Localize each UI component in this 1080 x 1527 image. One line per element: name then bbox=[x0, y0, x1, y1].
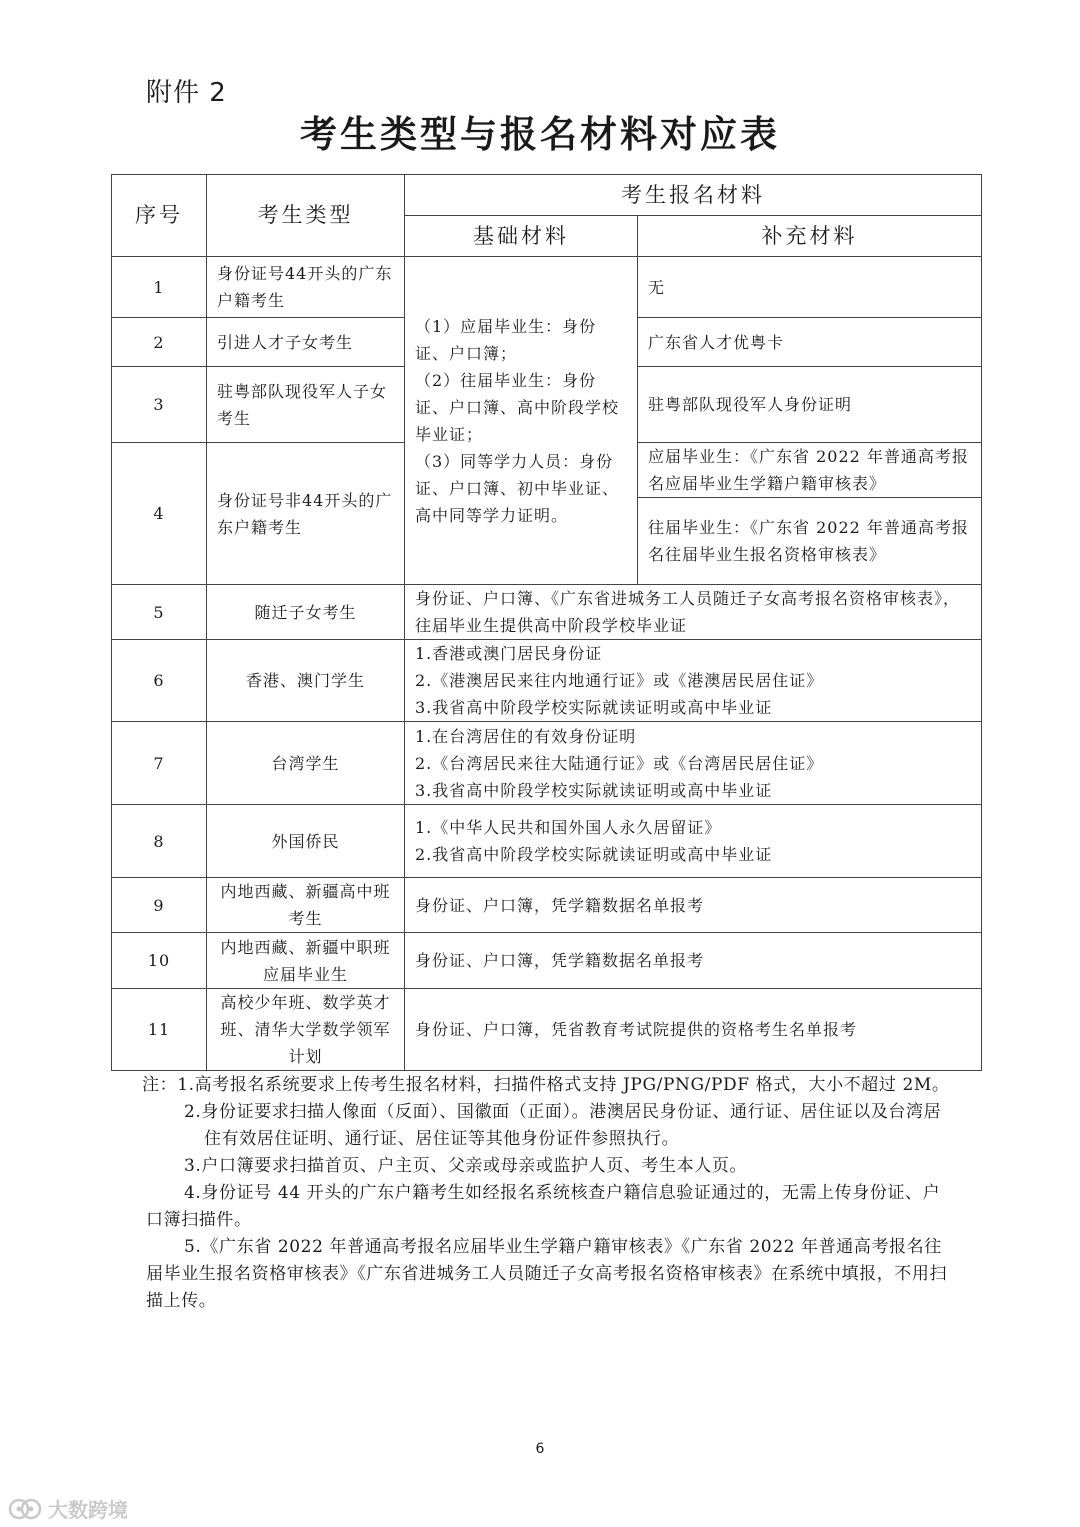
material-item: 3.我省高中阶段学校实际就读证明或高中毕业证 bbox=[415, 780, 773, 800]
watermark bbox=[8, 1494, 128, 1523]
row-materials bbox=[405, 640, 982, 722]
row-number: 11 bbox=[112, 989, 207, 1071]
table-row bbox=[112, 722, 982, 805]
header-seq: 序号 bbox=[112, 175, 207, 257]
row-number: 10 bbox=[112, 933, 207, 989]
basic-item: （1）应届毕业生：身份证、户口簿； bbox=[415, 316, 597, 363]
row-materials: 身份证、户口簿，凭省教育考试院提供的资格考生名单报考 bbox=[405, 989, 982, 1071]
attachment-label: 附件 2 bbox=[146, 78, 227, 108]
table-row bbox=[112, 878, 982, 933]
row-type: 高校少年班、数学英才班、清华大学数学领军计划 bbox=[207, 989, 405, 1071]
row-type: 随迁子女考生 bbox=[207, 585, 405, 640]
brand-logo-icon bbox=[8, 1497, 44, 1521]
row-number: 1 bbox=[112, 257, 207, 318]
material-item: 1.在台湾居住的有效身份证明 bbox=[415, 726, 637, 746]
row-type: 台湾学生 bbox=[207, 722, 405, 805]
row-materials bbox=[405, 722, 982, 805]
header-supplementary: 补充材料 bbox=[638, 216, 982, 257]
basic-item: （2）往届毕业生：身份证、户口簿、高中阶段学校毕业证； bbox=[415, 370, 620, 444]
basic-materials-shared bbox=[405, 257, 638, 585]
notes-section bbox=[142, 1072, 952, 1315]
row-number: 8 bbox=[112, 805, 207, 878]
row-number: 9 bbox=[112, 878, 207, 933]
basic-item: （3）同等学力人员：身份证、户口簿、初中毕业证、高中同等学力证明。 bbox=[415, 451, 620, 525]
header-basic: 基础材料 bbox=[405, 216, 638, 257]
table-row bbox=[112, 933, 982, 989]
row-supplementary-previous: 往届毕业生：《广东省 2022 年普通高考报名往届毕业生报名资格审核表》 bbox=[638, 498, 982, 585]
row-supplementary: 广东省人才优粤卡 bbox=[638, 318, 982, 367]
row-type: 外国侨民 bbox=[207, 805, 405, 878]
note-1: 注：1.高考报名系统要求上传考生报名材料，扫描件格式支持 JPG/PNG/PDF 格式，大小不超过 2M。 bbox=[142, 1075, 950, 1095]
note-5: 5.《广东省 2022 年普通高考报名应届毕业生学籍户籍审核表》《广东省 2022 年普通高考报名往届毕业生报名资格审核表》《广东省进城务工人员随迁子女高考报名资格审核表》在系统中填报，不用扫描上传。 bbox=[146, 1237, 948, 1311]
row-materials: 身份证、户口簿、《广东省进城务工人员随迁子女高考报名资格审核表》，往届毕业生提供高中阶段学校毕业证 bbox=[405, 585, 982, 640]
material-item: 3.我省高中阶段学校实际就读证明或高中毕业证 bbox=[415, 698, 773, 717]
row-number: 4 bbox=[112, 443, 207, 585]
note-4: 4.身份证号 44 开头的广东户籍考生如经报名系统核查户籍信息验证通过的，无需上传身份证、户口簿扫描件。 bbox=[146, 1183, 941, 1230]
row-type: 内地西藏、新疆中职班应届毕业生 bbox=[207, 933, 405, 989]
material-item: 2.我省高中阶段学校实际就读证明或高中毕业证 bbox=[415, 845, 773, 864]
table-row bbox=[112, 640, 982, 722]
header-type: 考生类型 bbox=[207, 175, 405, 257]
page-number: 6 bbox=[535, 1441, 545, 1457]
row-type: 驻粤部队现役军人子女考生 bbox=[207, 367, 405, 443]
row-number: 7 bbox=[112, 722, 207, 805]
row-supplementary: 无 bbox=[638, 257, 982, 318]
row-supplementary-current: 应届毕业生：《广东省 2022 年普通高考报名应届毕业生学籍户籍审核表》 bbox=[638, 443, 982, 498]
note-3: 3.户口簿要求扫描首页、户主页、父亲或母亲或监护人页、考生本人页。 bbox=[184, 1156, 748, 1176]
row-materials: 身份证、户口簿，凭学籍数据名单报考 bbox=[405, 933, 982, 989]
row-number: 6 bbox=[112, 640, 207, 722]
row-type: 香港、澳门学生 bbox=[207, 640, 405, 722]
document-title: 考生类型与报名材料对应表 bbox=[300, 112, 780, 156]
material-item: 1.香港或澳门居民身份证 bbox=[415, 644, 603, 663]
table-row bbox=[112, 805, 982, 878]
material-item: 1.《中华人民共和国外国人永久居留证》 bbox=[415, 818, 722, 837]
table-row bbox=[112, 257, 982, 318]
row-type: 内地西藏、新疆高中班考生 bbox=[207, 878, 405, 933]
row-type: 身份证号非44开头的广东户籍考生 bbox=[207, 443, 405, 585]
table-row bbox=[112, 585, 982, 640]
note-2: 2.身份证要求扫描人像面（反面）、国徽面（正面）。港澳居民身份证、通行证、居住证以及台湾居住有效居住证明、通行证、居住证等其他身份证件参照执行。 bbox=[184, 1102, 942, 1149]
material-item: 2.《台湾居民来往大陆通行证》或《台湾居民居住证》 bbox=[415, 753, 824, 773]
row-type: 身份证号44开头的广东户籍考生 bbox=[207, 257, 405, 318]
row-number: 2 bbox=[112, 318, 207, 367]
materials-table bbox=[111, 174, 982, 1071]
header-materials: 考生报名材料 bbox=[405, 175, 982, 216]
table-row bbox=[112, 989, 982, 1071]
row-materials bbox=[405, 805, 982, 878]
watermark-text: 大数跨境 bbox=[48, 1498, 128, 1522]
material-item: 2.《港澳居民来往内地通行证》或《港澳居民居住证》 bbox=[415, 671, 824, 690]
row-number: 3 bbox=[112, 367, 207, 443]
row-materials: 身份证、户口簿，凭学籍数据名单报考 bbox=[405, 878, 982, 933]
row-number: 5 bbox=[112, 585, 207, 640]
row-supplementary: 驻粤部队现役军人身份证明 bbox=[638, 367, 982, 443]
row-type: 引进人才子女考生 bbox=[207, 318, 405, 367]
